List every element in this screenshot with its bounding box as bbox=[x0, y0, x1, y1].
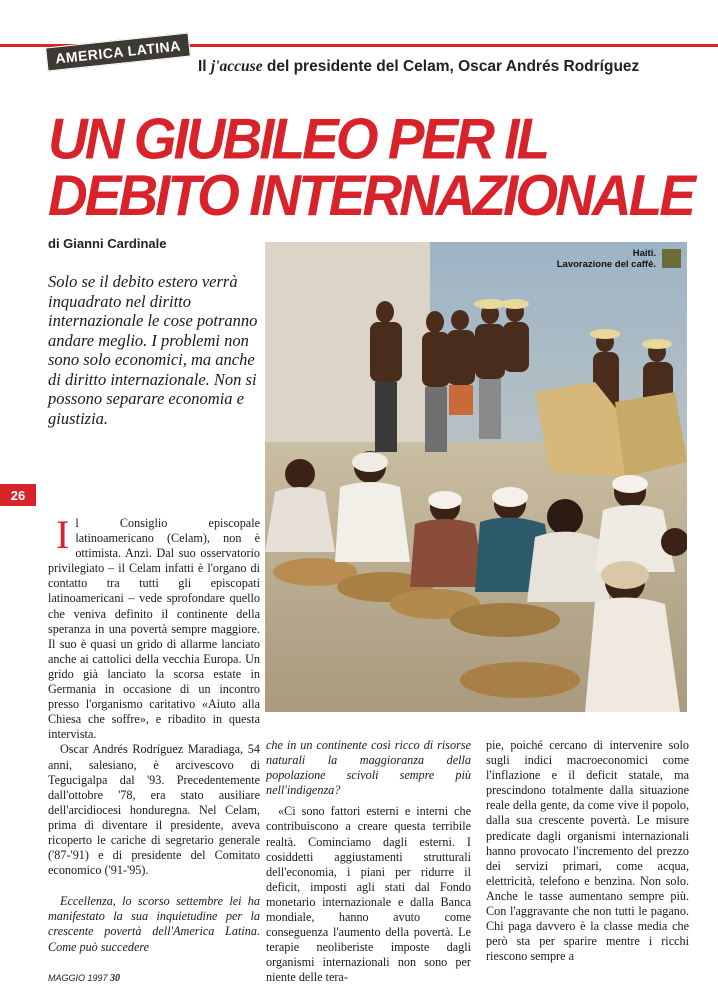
col1-paragraph-2: Oscar Andrés Rodríguez Maradiaga, 54 anni, salesiano, è arcivescovo di Tegucigalpa dal '93. Precedentemente dall'ottobre '78, era stato ausiliare dell'arcidiocesi honduregna. Nel Celam, prima di diventare il presidente, aveva ricoperto le cariche di segretario generale ('87-'91) e di presidente del Comitato economico ('91-'95). bbox=[48, 742, 260, 878]
col2-paragraph: «Ci sono fattori esterni e interni che contribuiscono a creare questa terribile realtà. Cominciamo dagli esterni. I cosiddetti aggiustamenti strutturali dell'economia, i piani per ridurre il deficit, imposti agli stati dal Fondo monetario internazionale e dalla Banca mondiale, hanno avuto come conseguenza l'aumento della povertà. Le terapie neoliberiste imposte dagli organismi internazionali non sono per niente delle tera- bbox=[266, 804, 471, 985]
section-tag: AMERICA LATINA bbox=[45, 33, 191, 72]
body-column-3 bbox=[486, 738, 689, 964]
body-column-2 bbox=[266, 738, 471, 986]
col3-paragraph: pie, poiché cercano di intervenire solo sugli indici macroeconomici come l'inflazione e il deficit statale, ma prescindono totalmente dalla situazione reale della gente, da come vive il popolo, dalla sua crescente povertà. Le misure predicate dagli organismi internazionali hanno provocato l'incremento del prezzo dei servizi primari, come acqua, elettricità, telefono e benzina. Non solo. Anche le tasse aumentano sempre più. Con l'aggravante che non tutti le pagano. Chi paga davvero è la classe media che però sta per sparire mentre i ricchi riescono sempre a bbox=[486, 738, 689, 964]
col1-question: Eccellenza, lo scorso settembre lei ha manifestato la sua inquietudine per la crescente povertà dell'America Latina. Come può succedere bbox=[48, 894, 260, 954]
footer-date: MAGGIO 1997 bbox=[48, 973, 111, 983]
headline-line-1: UN GIUBILEO PER IL bbox=[48, 105, 548, 171]
lead-paragraph: Solo se il debito estero verrà inquadrato nel diritto internazionale le cose potranno andare meglio. I problemi non sono solo economici, ma anche di diritto internazionale. Non si possono separare economia e giustizia. bbox=[48, 272, 258, 428]
footer-magazine: 30 bbox=[110, 973, 121, 984]
kicker-rest: del presidente del Celam, Oscar Andrés Rodríguez bbox=[262, 58, 640, 75]
headline bbox=[48, 105, 708, 228]
page-number: 26 bbox=[0, 484, 36, 506]
kicker-prefix: Il bbox=[198, 58, 211, 75]
caption-line-1: Haiti. bbox=[632, 248, 656, 259]
byline: di Gianni Cardinale bbox=[48, 236, 167, 251]
photo-caption bbox=[534, 248, 656, 270]
headline-line-2: DEBITO INTERNAZIONALE bbox=[48, 162, 693, 228]
kicker-italic: j'accuse bbox=[210, 58, 263, 75]
kicker bbox=[198, 58, 639, 76]
drop-cap: I bbox=[56, 512, 70, 557]
footer bbox=[48, 973, 120, 984]
caption-line-2: Lavorazione del caffè. bbox=[556, 259, 656, 270]
col1-paragraph-1: l Consiglio episcopale latinoamericano (Celam), non è ottimista. Anzi. Dal suo osservatorio privilegiato – il Celam infatti è l'organo di contatto tra tutti gli episcopati latinoamericani – vede sprofondare quello che veniva definito il continente della speranza in una povertà sempre maggiore. Il suo è quasi un grido di allarme lanciato anche ai cattolici della vecchia Europa. Un grido già lanciato la scorsa estate in Germania in occasione di un incontro presso l'organismo caritativo «Aiuto alla Chiesa che soffre», e ribadito in questa intervista. bbox=[48, 516, 260, 742]
photo-illustration bbox=[265, 242, 687, 712]
caption-marker bbox=[662, 249, 681, 268]
body-column-1 bbox=[48, 512, 260, 955]
col2-question: che in un continente così ricco di risorse naturali la maggioranza della popolazione scivoli sempre più nell'indigenza? bbox=[266, 738, 471, 798]
article-photo bbox=[265, 242, 687, 712]
